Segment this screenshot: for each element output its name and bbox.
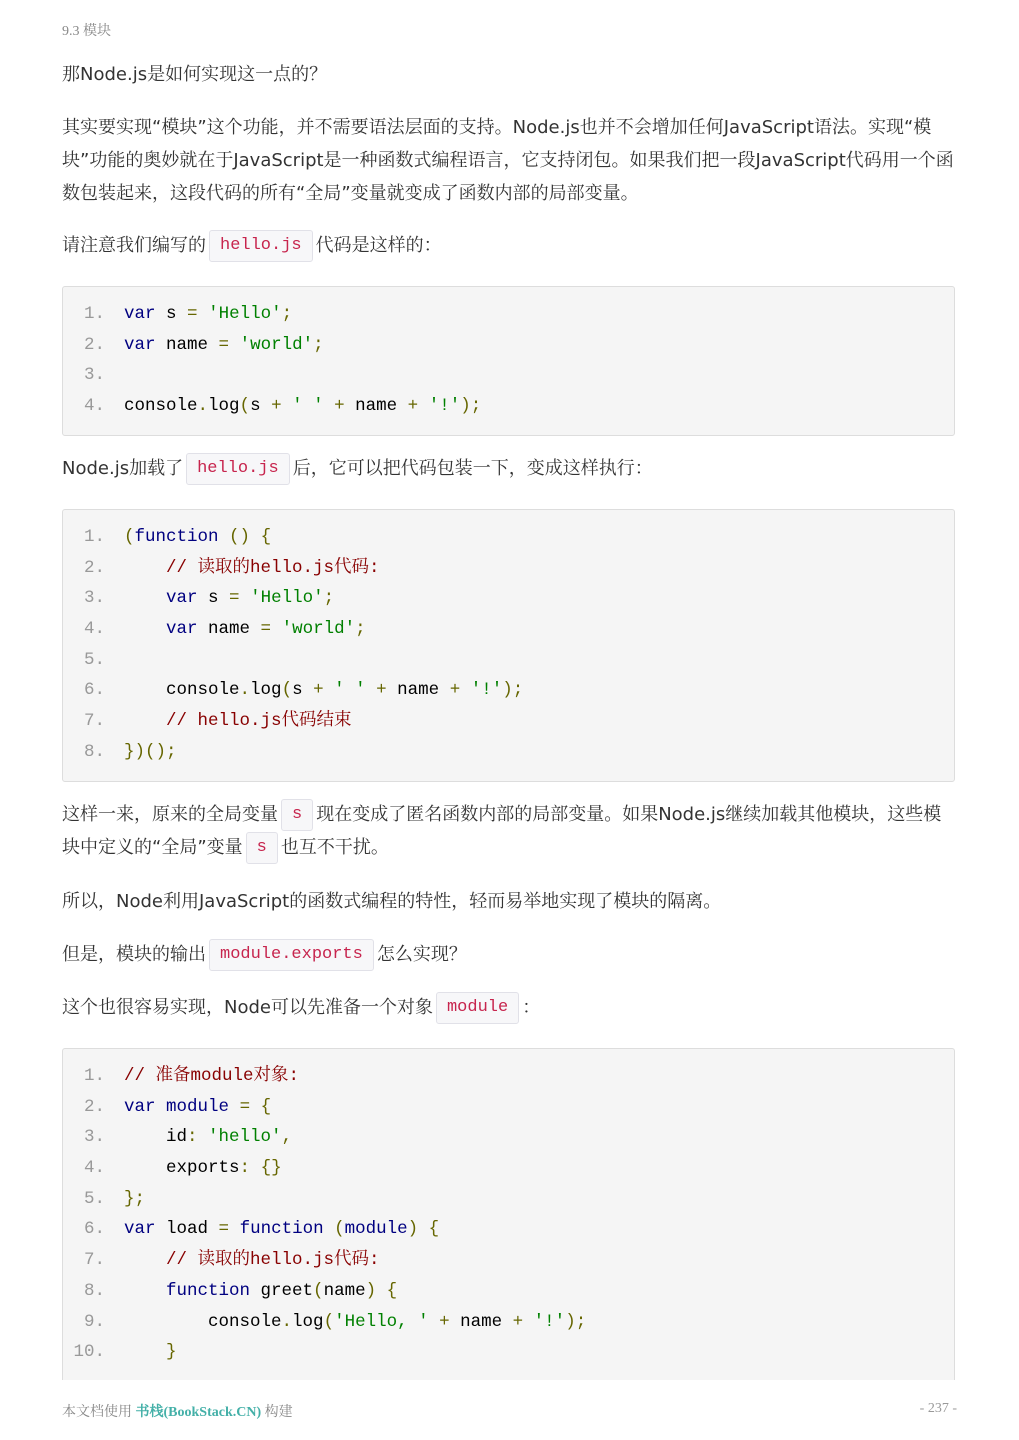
paragraph-8-text-after: ：	[522, 997, 541, 1018]
code-text	[124, 1092, 271, 1123]
code-token: 'world'	[281, 619, 356, 640]
code-text	[124, 391, 481, 422]
code-token	[229, 1219, 240, 1239]
code-token: function	[239, 1219, 324, 1240]
line-number: 1.	[83, 527, 105, 547]
code-token	[271, 619, 282, 639]
code-text	[124, 706, 352, 737]
line-number: 7.	[83, 1250, 105, 1271]
code-token: }	[166, 1342, 177, 1363]
line-number: 1.	[83, 304, 105, 324]
code-token: ;	[281, 304, 293, 324]
paragraph-5-text-b: 现在变成了匿名函数内部的局部变量。如果Node.js继续加载其他模块，这些模块中定义的“全局”变量	[62, 804, 942, 858]
line-number: 6.	[83, 1219, 105, 1240]
code-token: function	[166, 1280, 251, 1301]
paragraph-6: 所以，Node利用JavaScript的函数式编程的特性，轻而易举地实现了模块的隔离。	[62, 891, 722, 912]
inline-code-hello-js: hello.js	[209, 230, 313, 262]
code-text	[124, 1276, 397, 1307]
code-line	[63, 645, 954, 676]
code-text	[124, 1153, 282, 1184]
code-token: .	[239, 680, 251, 701]
code-token	[418, 396, 429, 416]
code-token: =	[260, 619, 272, 640]
code-token	[523, 1312, 534, 1332]
code-text	[124, 553, 380, 584]
page-number: - 237 -	[919, 1401, 957, 1416]
code-token: 'world'	[239, 334, 314, 355]
code-token	[250, 1158, 261, 1178]
code-line	[63, 614, 954, 645]
code-text	[124, 1122, 292, 1153]
code-token: function	[134, 527, 219, 547]
code-token: name	[323, 1280, 366, 1301]
code-token: // 准备module对象:	[124, 1066, 300, 1086]
code-token	[229, 1097, 240, 1117]
paragraph-7	[62, 938, 957, 971]
code-token: s	[292, 680, 314, 701]
inline-code-s: s	[246, 832, 278, 864]
code-text	[124, 1337, 177, 1368]
line-number: 5.	[83, 1188, 105, 1209]
code-token: '!'	[470, 680, 503, 701]
code-token: name	[386, 680, 450, 701]
paragraph-3	[62, 229, 957, 262]
code-token: ;	[313, 334, 324, 355]
line-number: 2.	[83, 557, 105, 578]
code-token	[219, 527, 230, 547]
code-token	[250, 527, 261, 547]
code-line	[63, 1153, 954, 1184]
line-number: 5.	[83, 649, 105, 670]
code-line	[63, 737, 954, 768]
code-token: ' '	[292, 396, 324, 417]
code-token: +	[407, 396, 419, 417]
line-number: 3.	[83, 365, 105, 386]
code-token	[198, 1127, 209, 1147]
code-token: (	[239, 396, 251, 417]
code-text	[124, 1214, 439, 1245]
code-token: ()	[229, 527, 251, 547]
paragraph-7-text-after: 怎么实现？	[376, 944, 467, 965]
code-token: greet	[250, 1280, 314, 1301]
code-text	[124, 299, 292, 330]
code-token: name	[449, 1311, 513, 1332]
code-text	[124, 1184, 145, 1215]
code-text	[124, 1061, 299, 1092]
code-token: s	[155, 304, 188, 324]
code-token: 'Hello'	[208, 304, 282, 324]
code-token: =	[187, 304, 198, 324]
paragraph-5	[62, 798, 957, 864]
code-token: console	[124, 396, 198, 417]
code-line	[63, 1245, 954, 1276]
code-token: );	[460, 396, 482, 417]
code-token: .	[197, 396, 209, 417]
code-token: exports	[124, 1158, 240, 1179]
code-token: // hello.js代码结束	[166, 711, 352, 732]
paragraph-1: 那Node.js是如何实现这一点的？	[62, 64, 328, 85]
code-token: ,	[281, 1127, 293, 1148]
code-token: var	[124, 304, 156, 324]
code-token: +	[313, 680, 324, 701]
code-block-2	[62, 509, 955, 782]
line-number: 8.	[83, 741, 105, 762]
paragraph-5-text-a: 这样一来，原来的全局变量	[62, 804, 278, 825]
code-token: )	[365, 1280, 377, 1301]
code-token	[124, 588, 166, 608]
code-text	[124, 737, 177, 768]
paragraph-8	[62, 991, 957, 1024]
paragraph-3-text-before: 请注意我们编写的	[62, 235, 206, 256]
code-token: .	[281, 1311, 293, 1332]
code-token: +	[449, 680, 461, 701]
code-token: (	[334, 1219, 345, 1240]
code-token: var	[124, 1219, 156, 1240]
code-token: var	[124, 1096, 156, 1117]
code-token	[418, 1219, 429, 1239]
bookstack-link[interactable]: 书栈(BookStack.CN)	[135, 1405, 262, 1420]
paragraph-5-text-c: 也互不干扰。	[280, 837, 389, 858]
code-token: =	[218, 334, 230, 355]
line-number: 2.	[83, 334, 105, 355]
code-token	[124, 558, 166, 578]
code-token: +	[271, 396, 282, 417]
code-token: ' '	[334, 680, 366, 701]
code-token	[429, 1312, 440, 1332]
code-line	[63, 1184, 954, 1215]
code-token: console	[124, 1311, 282, 1332]
code-token: s	[197, 588, 230, 609]
code-line	[63, 1092, 954, 1123]
code-line	[63, 391, 954, 422]
paragraph-4	[62, 452, 957, 485]
code-token: );	[565, 1311, 587, 1332]
code-line	[63, 553, 954, 584]
code-token: =	[239, 1096, 251, 1117]
code-token: =	[218, 1219, 230, 1240]
code-token: {	[386, 1280, 398, 1301]
line-number: 8.	[83, 1280, 105, 1301]
footer-credit	[62, 1401, 293, 1421]
paragraph-4-text-before: Node.js加载了	[62, 458, 184, 479]
code-token: log	[208, 396, 240, 417]
code-token: name	[344, 396, 408, 417]
code-text	[124, 614, 366, 645]
code-token	[324, 396, 335, 416]
code-token	[229, 335, 240, 355]
code-token: };	[124, 1188, 146, 1209]
line-number: 4.	[83, 619, 105, 640]
code-token: (	[323, 1311, 335, 1332]
line-number: 4.	[83, 1158, 105, 1179]
code-token: +	[334, 396, 345, 417]
code-token: '!'	[428, 396, 461, 417]
line-number: 1.	[83, 1066, 105, 1086]
code-line	[63, 1276, 954, 1307]
code-token	[156, 1097, 167, 1117]
code-token: log	[250, 680, 282, 701]
code-token: var	[166, 619, 198, 640]
code-token: load	[155, 1219, 219, 1240]
code-token	[198, 304, 209, 324]
code-line	[63, 1214, 954, 1245]
code-text	[124, 675, 523, 706]
code-token: 'Hello'	[250, 588, 324, 609]
code-line	[63, 360, 954, 391]
code-token: (	[281, 680, 293, 701]
code-token: console	[124, 680, 240, 701]
code-token	[282, 396, 293, 416]
code-token	[366, 680, 377, 700]
code-token: 'Hello, '	[334, 1311, 429, 1332]
code-line	[63, 1337, 954, 1368]
code-token: :	[239, 1158, 251, 1179]
footer-suffix: 构建	[261, 1405, 293, 1420]
code-token: +	[376, 680, 387, 701]
code-text	[124, 330, 324, 361]
paragraph-4-text-after: 后，它可以把代码包装一下，变成这样执行：	[292, 458, 653, 479]
code-token: '!'	[533, 1311, 566, 1332]
code-text	[124, 1307, 586, 1338]
code-token	[124, 1250, 166, 1270]
code-line	[63, 706, 954, 737]
code-token: {}	[260, 1158, 282, 1179]
code-token: {	[260, 527, 272, 547]
code-token	[324, 1219, 335, 1239]
line-number: 6.	[83, 680, 105, 701]
code-token	[124, 1281, 166, 1301]
code-text	[124, 583, 334, 614]
code-text	[124, 522, 271, 553]
code-token: {	[260, 1096, 272, 1117]
code-token: 'hello'	[208, 1127, 282, 1148]
line-number: 4.	[83, 396, 105, 417]
code-token: // 读取的hello.js代码:	[166, 557, 380, 578]
line-number: 9.	[83, 1311, 105, 1332]
code-token	[376, 1281, 387, 1301]
inline-code-module: module	[436, 992, 519, 1024]
code-line	[63, 299, 954, 330]
code-token: })();	[124, 741, 177, 762]
section-header: 9.3 模块	[62, 24, 111, 39]
code-line	[63, 522, 954, 553]
code-token	[124, 619, 166, 639]
code-token: s	[250, 396, 272, 417]
paragraph-3-text-after: 代码是这样的：	[315, 235, 442, 256]
paragraph-7-text-before: 但是，模块的输出	[62, 944, 206, 965]
code-token	[250, 1097, 261, 1117]
code-token	[324, 680, 335, 700]
inline-code-s: s	[281, 799, 313, 831]
code-line	[63, 1307, 954, 1338]
code-line	[63, 1061, 954, 1092]
code-block-1	[62, 286, 955, 436]
code-token: +	[512, 1311, 524, 1332]
code-token	[124, 711, 166, 731]
line-number: 7.	[83, 711, 105, 732]
code-line	[63, 675, 954, 706]
line-number: 10.	[73, 1342, 105, 1363]
code-token: +	[439, 1311, 450, 1332]
code-token: name	[197, 619, 261, 640]
code-token: var	[166, 588, 198, 609]
code-token: {	[428, 1219, 440, 1240]
code-token: ;	[323, 588, 335, 609]
code-line	[63, 1122, 954, 1153]
code-token: module	[166, 1096, 230, 1117]
inline-code-hello-js: hello.js	[186, 453, 290, 485]
code-token: id	[124, 1127, 188, 1148]
code-token: (	[124, 527, 135, 547]
footer-prefix: 本文档使用	[62, 1405, 136, 1420]
code-text	[124, 1245, 380, 1276]
code-line	[63, 330, 954, 361]
code-line	[63, 583, 954, 614]
code-token: (	[313, 1280, 324, 1301]
code-token: ;	[355, 619, 366, 640]
code-token: log	[292, 1311, 324, 1332]
line-number: 2.	[83, 1096, 105, 1117]
paragraph-2: 其实要实现“模块”这个功能，并不需要语法层面的支持。Node.js也并不会增加任何JavaScript语法。实现“模块”功能的奥妙就在于JavaScript是一种函数式编程语言，它支持闭包。如果我们把一段JavaScript代码用一个函数包装起来，这段代码的所有“全局”变量就变成了函数内部的局部变量。	[62, 117, 954, 204]
code-token: :	[187, 1127, 198, 1148]
code-token: =	[229, 588, 240, 609]
code-token: )	[407, 1219, 419, 1240]
code-token: var	[124, 334, 156, 355]
code-token	[240, 588, 251, 608]
code-token: );	[502, 680, 524, 701]
code-block-3	[62, 1048, 955, 1380]
line-number: 3.	[83, 1127, 105, 1148]
code-token: name	[155, 334, 219, 355]
code-token: module	[344, 1219, 408, 1240]
code-token	[124, 1342, 166, 1362]
line-number: 3.	[83, 588, 105, 609]
inline-code-module-exports: module.exports	[209, 939, 374, 971]
code-token: // 读取的hello.js代码:	[166, 1250, 380, 1271]
code-token	[460, 680, 471, 700]
paragraph-8-text-before: 这个也很容易实现，Node可以先准备一个对象	[62, 997, 433, 1018]
